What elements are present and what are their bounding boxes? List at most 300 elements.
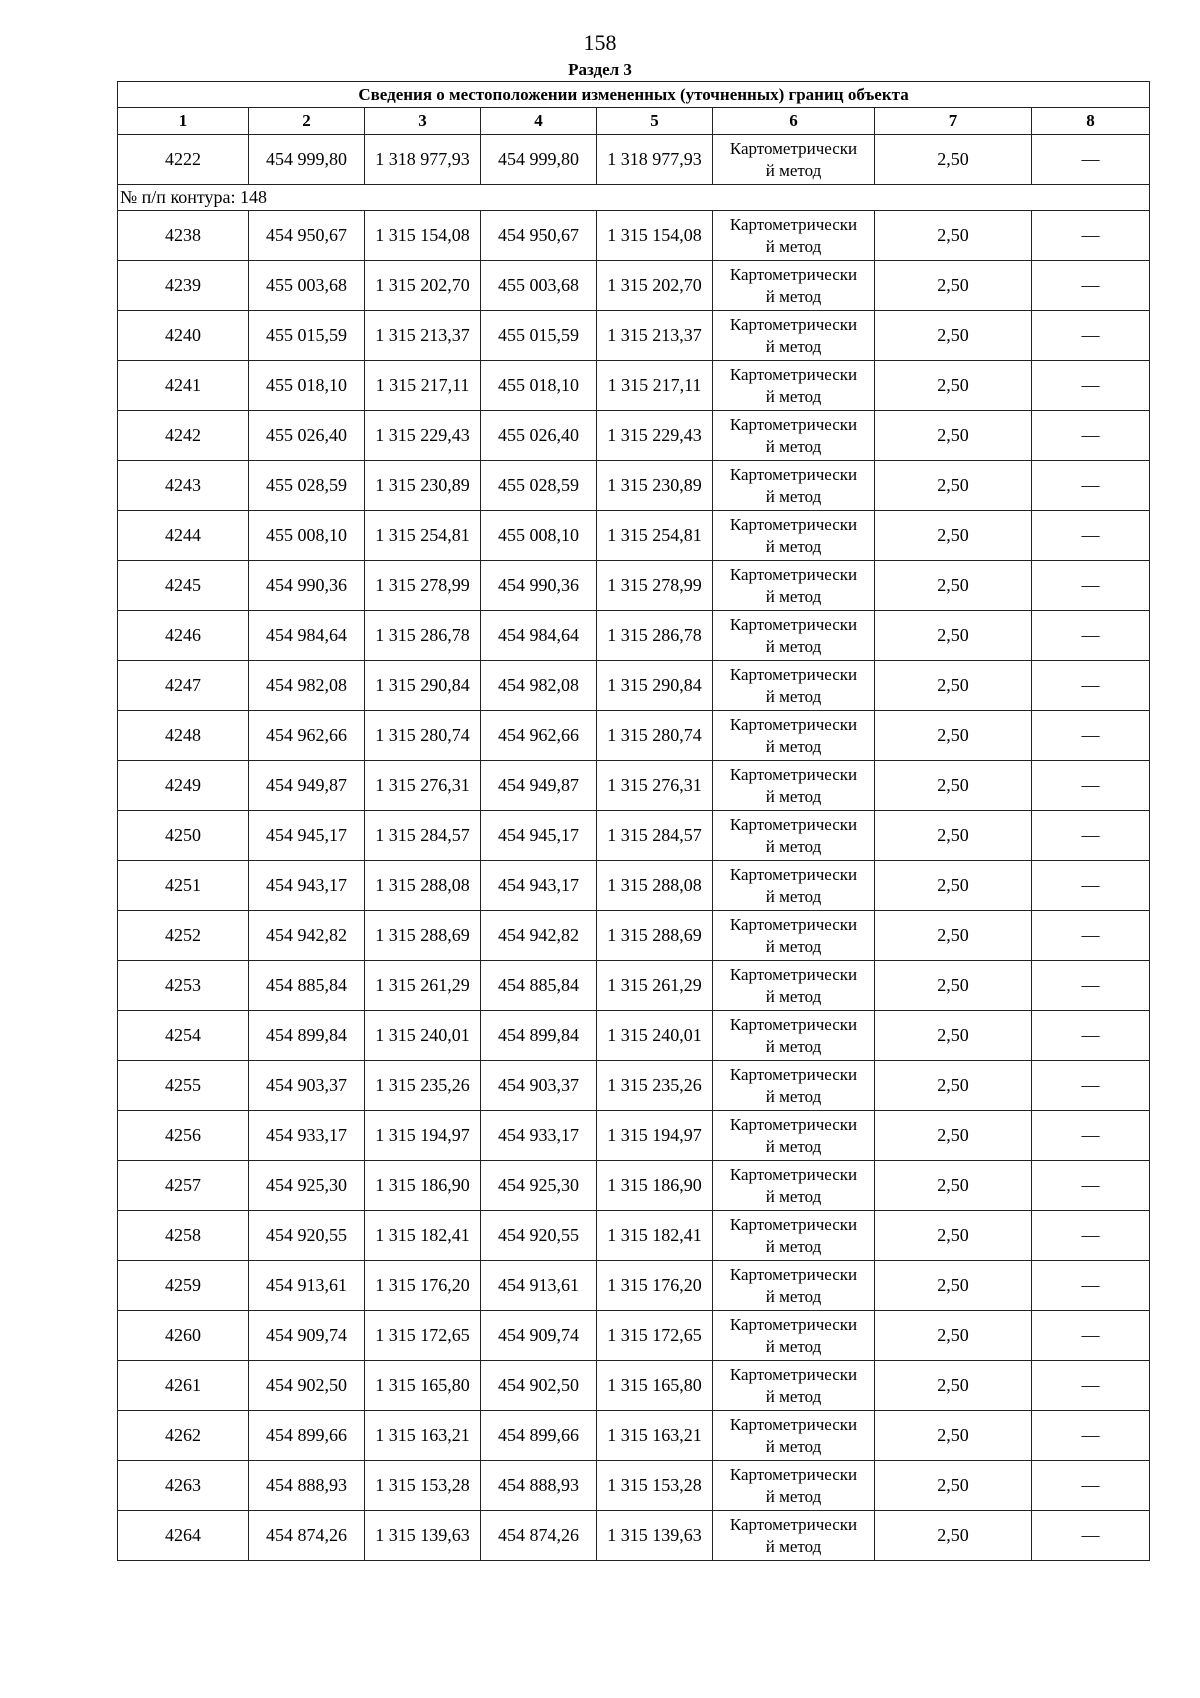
column-number: 8 xyxy=(1032,108,1150,135)
method-cell xyxy=(713,1111,875,1161)
description-cell: — xyxy=(1032,1511,1150,1561)
point-number-cell: 4256 xyxy=(118,1111,249,1161)
precision-cell: 2,50 xyxy=(875,135,1032,185)
method-line-2: й метод xyxy=(765,1136,822,1156)
refined-x-cell: 454 888,93 xyxy=(481,1461,597,1511)
precision-cell: 2,50 xyxy=(875,911,1032,961)
refined-x-cell: 454 945,17 xyxy=(481,811,597,861)
method-cell xyxy=(713,611,875,661)
table-row xyxy=(118,811,1150,861)
existing-x-cell: 455 018,10 xyxy=(249,361,365,411)
refined-y-cell: 1 315 235,26 xyxy=(597,1061,713,1111)
description-cell: — xyxy=(1032,761,1150,811)
description-cell: — xyxy=(1032,561,1150,611)
existing-y-cell: 1 318 977,93 xyxy=(365,135,481,185)
description-cell: — xyxy=(1032,1311,1150,1361)
refined-x-cell: 454 909,74 xyxy=(481,1311,597,1361)
refined-x-cell: 454 942,82 xyxy=(481,911,597,961)
description-cell: — xyxy=(1032,1261,1150,1311)
method-line-1: Картометрически xyxy=(729,414,858,434)
precision-cell: 2,50 xyxy=(875,611,1032,661)
refined-y-cell: 1 315 240,01 xyxy=(597,1011,713,1061)
method-line-2: й метод xyxy=(765,736,822,756)
point-number-cell: 4260 xyxy=(118,1311,249,1361)
method-line-1: Картометрически xyxy=(729,964,858,984)
existing-x-cell: 454 943,17 xyxy=(249,861,365,911)
table-row xyxy=(118,361,1150,411)
refined-y-cell: 1 315 288,08 xyxy=(597,861,713,911)
table-row xyxy=(118,761,1150,811)
refined-x-cell: 454 920,55 xyxy=(481,1211,597,1261)
description-cell: — xyxy=(1032,1011,1150,1061)
table-row xyxy=(118,911,1150,961)
description-cell: — xyxy=(1032,361,1150,411)
method-line-1: Картометрически xyxy=(729,1264,858,1284)
refined-y-cell: 1 315 139,63 xyxy=(597,1511,713,1561)
method-line-1: Картометрически xyxy=(729,1414,858,1434)
method-line-1: Картометрически xyxy=(729,1314,858,1334)
method-line-2: й метод xyxy=(765,1236,822,1256)
description-cell: — xyxy=(1032,711,1150,761)
refined-x-cell: 454 874,26 xyxy=(481,1511,597,1561)
refined-y-cell: 1 315 165,80 xyxy=(597,1361,713,1411)
method-line-1: Картометрически xyxy=(729,1164,858,1184)
existing-x-cell: 454 874,26 xyxy=(249,1511,365,1561)
table-row xyxy=(118,1361,1150,1411)
method-cell xyxy=(713,361,875,411)
method-line-1: Картометрически xyxy=(729,314,858,334)
description-cell: — xyxy=(1032,961,1150,1011)
description-cell: — xyxy=(1032,261,1150,311)
precision-cell: 2,50 xyxy=(875,311,1032,361)
method-line-2: й метод xyxy=(765,936,822,956)
table-row xyxy=(118,211,1150,261)
refined-y-cell: 1 315 217,11 xyxy=(597,361,713,411)
refined-x-cell: 454 984,64 xyxy=(481,611,597,661)
refined-y-cell: 1 315 194,97 xyxy=(597,1111,713,1161)
method-cell xyxy=(713,311,875,361)
existing-y-cell: 1 315 288,69 xyxy=(365,911,481,961)
existing-x-cell: 455 008,10 xyxy=(249,511,365,561)
column-number: 6 xyxy=(713,108,875,135)
method-line-2: й метод xyxy=(765,1386,822,1406)
existing-x-cell: 454 903,37 xyxy=(249,1061,365,1111)
existing-y-cell: 1 315 288,08 xyxy=(365,861,481,911)
existing-x-cell: 454 990,36 xyxy=(249,561,365,611)
method-cell xyxy=(713,1461,875,1511)
refined-x-cell: 454 949,87 xyxy=(481,761,597,811)
existing-y-cell: 1 315 182,41 xyxy=(365,1211,481,1261)
existing-x-cell: 454 899,84 xyxy=(249,1011,365,1061)
existing-y-cell: 1 315 213,37 xyxy=(365,311,481,361)
refined-y-cell: 1 315 202,70 xyxy=(597,261,713,311)
existing-y-cell: 1 315 154,08 xyxy=(365,211,481,261)
point-number-cell: 4259 xyxy=(118,1261,249,1311)
existing-y-cell: 1 315 176,20 xyxy=(365,1261,481,1311)
method-line-1: Картометрически xyxy=(729,1114,858,1134)
description-cell: — xyxy=(1032,1161,1150,1211)
existing-y-cell: 1 315 165,80 xyxy=(365,1361,481,1411)
refined-y-cell: 1 315 182,41 xyxy=(597,1211,713,1261)
table-row xyxy=(118,611,1150,661)
column-number: 7 xyxy=(875,108,1032,135)
precision-cell: 2,50 xyxy=(875,261,1032,311)
refined-x-cell: 454 885,84 xyxy=(481,961,597,1011)
point-number-cell: 4261 xyxy=(118,1361,249,1411)
table-row xyxy=(118,1461,1150,1511)
method-line-2: й метод xyxy=(765,636,822,656)
existing-y-cell: 1 315 278,99 xyxy=(365,561,481,611)
refined-y-cell: 1 315 176,20 xyxy=(597,1261,713,1311)
existing-x-cell: 454 899,66 xyxy=(249,1411,365,1461)
point-number-cell: 4262 xyxy=(118,1411,249,1461)
table-row xyxy=(118,1261,1150,1311)
precision-cell: 2,50 xyxy=(875,661,1032,711)
point-number-cell: 4252 xyxy=(118,911,249,961)
table-row xyxy=(118,561,1150,611)
page-number: 158 xyxy=(583,30,617,55)
method-cell xyxy=(713,961,875,1011)
existing-y-cell: 1 315 202,70 xyxy=(365,261,481,311)
method-cell xyxy=(713,461,875,511)
refined-y-cell: 1 315 230,89 xyxy=(597,461,713,511)
refined-x-cell: 454 899,84 xyxy=(481,1011,597,1061)
existing-y-cell: 1 315 240,01 xyxy=(365,1011,481,1061)
method-line-2: й метод xyxy=(765,1186,822,1206)
refined-x-cell: 455 008,10 xyxy=(481,511,597,561)
existing-x-cell: 454 885,84 xyxy=(249,961,365,1011)
column-number: 5 xyxy=(597,108,713,135)
method-line-1: Картометрически xyxy=(729,1214,858,1234)
refined-x-cell: 454 962,66 xyxy=(481,711,597,761)
precision-cell: 2,50 xyxy=(875,361,1032,411)
refined-y-cell: 1 315 280,74 xyxy=(597,711,713,761)
refined-x-cell: 454 990,36 xyxy=(481,561,597,611)
existing-y-cell: 1 315 290,84 xyxy=(365,661,481,711)
method-line-1: Картометрически xyxy=(729,1464,858,1484)
point-number-cell: 4239 xyxy=(118,261,249,311)
precision-cell: 2,50 xyxy=(875,1461,1032,1511)
table-row xyxy=(118,135,1150,185)
method-line-1: Картометрически xyxy=(729,1514,858,1534)
method-cell xyxy=(713,135,875,185)
column-number: 4 xyxy=(481,108,597,135)
method-line-1: Картометрически xyxy=(729,214,858,234)
table-row xyxy=(118,1011,1150,1061)
refined-x-cell: 455 015,59 xyxy=(481,311,597,361)
method-line-2: й метод xyxy=(765,1336,822,1356)
point-number-cell: 4245 xyxy=(118,561,249,611)
point-number-cell: 4264 xyxy=(118,1511,249,1561)
section-title: Раздел 3 xyxy=(568,60,632,79)
refined-y-cell: 1 315 172,65 xyxy=(597,1311,713,1361)
table-row xyxy=(118,1161,1150,1211)
point-number-cell: 4222 xyxy=(118,135,249,185)
method-line-2: й метод xyxy=(765,1486,822,1506)
point-number-cell: 4253 xyxy=(118,961,249,1011)
method-line-1: Картометрически xyxy=(729,1064,858,1084)
existing-x-cell: 455 026,40 xyxy=(249,411,365,461)
table-row xyxy=(118,661,1150,711)
existing-y-cell: 1 315 194,97 xyxy=(365,1111,481,1161)
table-row xyxy=(118,1311,1150,1361)
boundary-coordinates-table xyxy=(117,81,1150,1561)
method-line-1: Картометрически xyxy=(729,714,858,734)
existing-x-cell: 454 962,66 xyxy=(249,711,365,761)
precision-cell: 2,50 xyxy=(875,961,1032,1011)
method-line-2: й метод xyxy=(765,586,822,606)
precision-cell: 2,50 xyxy=(875,1111,1032,1161)
table-row xyxy=(118,461,1150,511)
refined-y-cell: 1 315 286,78 xyxy=(597,611,713,661)
method-cell xyxy=(713,1211,875,1261)
table-row xyxy=(118,261,1150,311)
existing-x-cell: 454 999,80 xyxy=(249,135,365,185)
precision-cell: 2,50 xyxy=(875,561,1032,611)
description-cell: — xyxy=(1032,1361,1150,1411)
refined-x-cell: 455 003,68 xyxy=(481,261,597,311)
column-number: 3 xyxy=(365,108,481,135)
refined-x-cell: 455 018,10 xyxy=(481,361,597,411)
method-line-2: й метод xyxy=(765,836,822,856)
refined-x-cell: 454 950,67 xyxy=(481,211,597,261)
point-number-cell: 4255 xyxy=(118,1061,249,1111)
existing-y-cell: 1 315 139,63 xyxy=(365,1511,481,1561)
description-cell: — xyxy=(1032,811,1150,861)
point-number-cell: 4247 xyxy=(118,661,249,711)
existing-y-cell: 1 315 163,21 xyxy=(365,1411,481,1461)
method-cell xyxy=(713,711,875,761)
existing-x-cell: 454 902,50 xyxy=(249,1361,365,1411)
method-line-1: Картометрически xyxy=(729,914,858,934)
point-number-cell: 4246 xyxy=(118,611,249,661)
existing-y-cell: 1 315 261,29 xyxy=(365,961,481,1011)
refined-y-cell: 1 315 229,43 xyxy=(597,411,713,461)
point-number-cell: 4257 xyxy=(118,1161,249,1211)
table-caption-row xyxy=(118,82,1150,108)
refined-y-cell: 1 315 213,37 xyxy=(597,311,713,361)
existing-x-cell: 455 028,59 xyxy=(249,461,365,511)
precision-cell: 2,50 xyxy=(875,411,1032,461)
precision-cell: 2,50 xyxy=(875,1261,1032,1311)
refined-y-cell: 1 315 284,57 xyxy=(597,811,713,861)
refined-x-cell: 454 902,50 xyxy=(481,1361,597,1411)
method-line-2: й метод xyxy=(765,686,822,706)
method-cell xyxy=(713,211,875,261)
method-line-1: Картометрически xyxy=(729,1364,858,1384)
refined-x-cell: 454 943,17 xyxy=(481,861,597,911)
description-cell: — xyxy=(1032,1411,1150,1461)
existing-y-cell: 1 315 254,81 xyxy=(365,511,481,561)
description-cell: — xyxy=(1032,1061,1150,1111)
point-number-cell: 4243 xyxy=(118,461,249,511)
method-cell xyxy=(713,1511,875,1561)
method-cell xyxy=(713,811,875,861)
method-line-2: й метод xyxy=(765,1286,822,1306)
refined-x-cell: 454 999,80 xyxy=(481,135,597,185)
description-cell: — xyxy=(1032,661,1150,711)
refined-y-cell: 1 318 977,93 xyxy=(597,135,713,185)
point-number-cell: 4241 xyxy=(118,361,249,411)
method-cell xyxy=(713,261,875,311)
method-line-2: й метод xyxy=(765,886,822,906)
refined-x-cell: 454 899,66 xyxy=(481,1411,597,1461)
existing-y-cell: 1 315 235,26 xyxy=(365,1061,481,1111)
method-line-1: Картометрически xyxy=(729,864,858,884)
contour-label: № п/п контура: 148 xyxy=(118,185,1150,211)
point-number-cell: 4263 xyxy=(118,1461,249,1511)
point-number-cell: 4254 xyxy=(118,1011,249,1061)
existing-x-cell: 454 933,17 xyxy=(249,1111,365,1161)
description-cell: — xyxy=(1032,411,1150,461)
precision-cell: 2,50 xyxy=(875,1361,1032,1411)
refined-y-cell: 1 315 154,08 xyxy=(597,211,713,261)
point-number-cell: 4248 xyxy=(118,711,249,761)
refined-y-cell: 1 315 278,99 xyxy=(597,561,713,611)
table-row xyxy=(118,311,1150,361)
description-cell: — xyxy=(1032,511,1150,561)
refined-x-cell: 454 933,17 xyxy=(481,1111,597,1161)
table-row xyxy=(118,1411,1150,1461)
method-cell xyxy=(713,1361,875,1411)
refined-x-cell: 454 903,37 xyxy=(481,1061,597,1111)
precision-cell: 2,50 xyxy=(875,1161,1032,1211)
refined-y-cell: 1 315 153,28 xyxy=(597,1461,713,1511)
precision-cell: 2,50 xyxy=(875,1511,1032,1561)
point-number-cell: 4244 xyxy=(118,511,249,561)
precision-cell: 2,50 xyxy=(875,1061,1032,1111)
refined-y-cell: 1 315 290,84 xyxy=(597,661,713,711)
precision-cell: 2,50 xyxy=(875,861,1032,911)
method-line-2: й метод xyxy=(765,1036,822,1056)
method-line-1: Картометрически xyxy=(729,814,858,834)
table-row xyxy=(118,411,1150,461)
existing-x-cell: 454 949,87 xyxy=(249,761,365,811)
method-line-1: Картометрически xyxy=(729,764,858,784)
description-cell: — xyxy=(1032,311,1150,361)
precision-cell: 2,50 xyxy=(875,1011,1032,1061)
method-line-1: Картометрически xyxy=(729,664,858,684)
point-number-cell: 4250 xyxy=(118,811,249,861)
existing-x-cell: 454 920,55 xyxy=(249,1211,365,1261)
point-number-cell: 4242 xyxy=(118,411,249,461)
method-line-1: Картометрически xyxy=(729,264,858,284)
method-line-1: Картометрически xyxy=(729,514,858,534)
refined-x-cell: 454 925,30 xyxy=(481,1161,597,1211)
method-line-2: й метод xyxy=(765,336,822,356)
refined-y-cell: 1 315 254,81 xyxy=(597,511,713,561)
method-line-2: й метод xyxy=(765,486,822,506)
method-line-1: Картометрически xyxy=(729,464,858,484)
existing-y-cell: 1 315 280,74 xyxy=(365,711,481,761)
method-line-2: й метод xyxy=(765,386,822,406)
existing-y-cell: 1 315 286,78 xyxy=(365,611,481,661)
point-number-cell: 4251 xyxy=(118,861,249,911)
method-cell xyxy=(713,1261,875,1311)
existing-y-cell: 1 315 153,28 xyxy=(365,1461,481,1511)
existing-x-cell: 454 888,93 xyxy=(249,1461,365,1511)
refined-x-cell: 454 982,08 xyxy=(481,661,597,711)
precision-cell: 2,50 xyxy=(875,1211,1032,1261)
method-cell xyxy=(713,661,875,711)
existing-x-cell: 454 945,17 xyxy=(249,811,365,861)
table-row xyxy=(118,1511,1150,1561)
description-cell: — xyxy=(1032,1461,1150,1511)
table-row xyxy=(118,1061,1150,1111)
refined-y-cell: 1 315 288,69 xyxy=(597,911,713,961)
method-line-2: й метод xyxy=(765,1536,822,1556)
existing-x-cell: 454 913,61 xyxy=(249,1261,365,1311)
method-cell xyxy=(713,761,875,811)
refined-x-cell: 455 028,59 xyxy=(481,461,597,511)
method-line-1: Картометрически xyxy=(729,614,858,634)
method-cell xyxy=(713,911,875,961)
existing-y-cell: 1 315 217,11 xyxy=(365,361,481,411)
table-row xyxy=(118,961,1150,1011)
existing-y-cell: 1 315 276,31 xyxy=(365,761,481,811)
precision-cell: 2,50 xyxy=(875,211,1032,261)
table-row xyxy=(118,861,1150,911)
method-line-2: й метод xyxy=(765,786,822,806)
column-number: 2 xyxy=(249,108,365,135)
contour-row xyxy=(118,185,1150,211)
existing-y-cell: 1 315 186,90 xyxy=(365,1161,481,1211)
existing-y-cell: 1 315 284,57 xyxy=(365,811,481,861)
refined-y-cell: 1 315 276,31 xyxy=(597,761,713,811)
refined-x-cell: 455 026,40 xyxy=(481,411,597,461)
description-cell: — xyxy=(1032,1211,1150,1261)
existing-y-cell: 1 315 230,89 xyxy=(365,461,481,511)
precision-cell: 2,50 xyxy=(875,711,1032,761)
table-row xyxy=(118,1211,1150,1261)
method-line-2: й метод xyxy=(765,160,822,180)
point-number-cell: 4238 xyxy=(118,211,249,261)
existing-x-cell: 454 909,74 xyxy=(249,1311,365,1361)
method-line-1: Картометрически xyxy=(729,564,858,584)
refined-x-cell: 454 913,61 xyxy=(481,1261,597,1311)
method-line-2: й метод xyxy=(765,536,822,556)
existing-y-cell: 1 315 229,43 xyxy=(365,411,481,461)
method-line-1: Картометрически xyxy=(729,364,858,384)
column-numbers-row xyxy=(118,108,1150,135)
description-cell: — xyxy=(1032,861,1150,911)
method-line-2: й метод xyxy=(765,286,822,306)
precision-cell: 2,50 xyxy=(875,511,1032,561)
method-cell xyxy=(713,861,875,911)
table-caption: Сведения о местоположении измененных (уточненных) границ объекта xyxy=(118,82,1150,108)
table-row xyxy=(118,1111,1150,1161)
method-line-1: Картометрически xyxy=(729,1014,858,1034)
point-number-cell: 4240 xyxy=(118,311,249,361)
description-cell: — xyxy=(1032,1111,1150,1161)
refined-y-cell: 1 315 163,21 xyxy=(597,1411,713,1461)
method-cell xyxy=(713,1061,875,1111)
method-cell xyxy=(713,411,875,461)
method-line-2: й метод xyxy=(765,436,822,456)
method-line-2: й метод xyxy=(765,236,822,256)
existing-x-cell: 454 925,30 xyxy=(249,1161,365,1211)
existing-x-cell: 454 982,08 xyxy=(249,661,365,711)
existing-y-cell: 1 315 172,65 xyxy=(365,1311,481,1361)
description-cell: — xyxy=(1032,135,1150,185)
precision-cell: 2,50 xyxy=(875,811,1032,861)
description-cell: — xyxy=(1032,461,1150,511)
refined-y-cell: 1 315 261,29 xyxy=(597,961,713,1011)
method-line-1: Картометрически xyxy=(729,138,858,158)
existing-x-cell: 454 942,82 xyxy=(249,911,365,961)
existing-x-cell: 454 984,64 xyxy=(249,611,365,661)
existing-x-cell: 455 003,68 xyxy=(249,261,365,311)
